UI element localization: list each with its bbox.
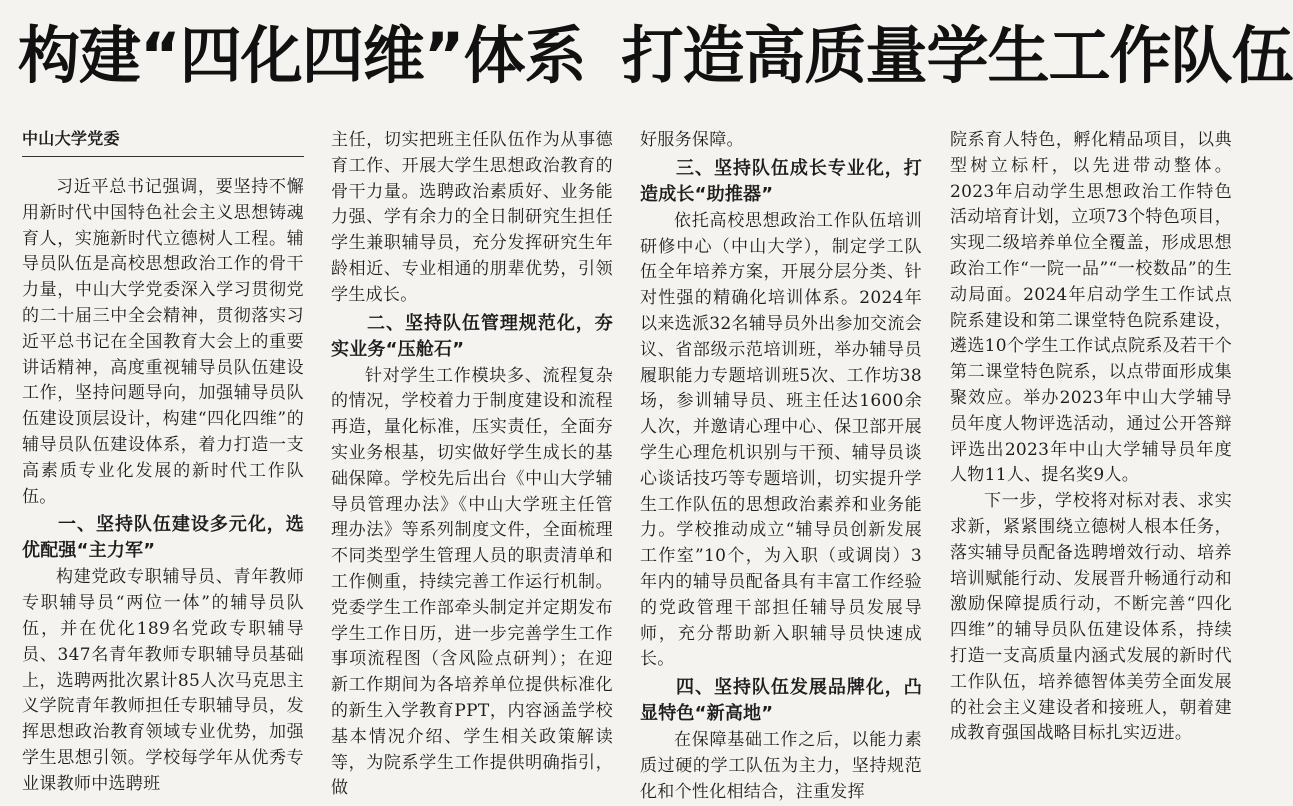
- article-column-2: [331, 128, 613, 799]
- article-column-3: [640, 128, 922, 802]
- section-4-text: 在保障基础工作之后，以能力素质过硬的学工队伍为主力，坚持规范化和个性化相结合，注重发挥: [640, 730, 922, 802]
- intro-paragraph: 习近平总书记强调，要坚持不懈用新时代中国特色社会主义思想铸魂育人，实施新时代立德树人工程。辅导员队伍是高校思想政治工作的骨干力量，中山大学党委深入学习贯彻党的二十届三中全会精神，贯彻落实习近平总书记在全国教育大会上的重要讲话精神，高度重视辅导员队伍建设工作，坚持问题导向，加强辅导员队伍建设顶层设计，构建“四化四维”的辅导员队伍建设体系，着力打造一支高素质专业化发展的新时代工作队伍。: [22, 177, 304, 507]
- section-4-text-continued: 院系育人特色，孵化精品项目，以典型树立标杆，以先进带动整体。2023年启动学生思想政治工作特色活动培育计划，立项73个特色项目，实现二级培养单位全覆盖，形成思想政治工作“一院一品”“一校数品”的生动局面。2024年启动学生工作试点院系建设和第二课堂特色院系建设，遴选10个学生工作试点院系及若干个第二课堂特色院系，以点带面形成集聚效应。举办2023年中山大学辅导员年度人物评选活动，通过公开答辩评选出2023年中山大学辅导员年度人物11人、提名奖9人。: [950, 130, 1232, 486]
- section-4-heading: 四、坚持队伍发展品牌化，凸显特色“新高地”: [640, 677, 922, 725]
- section-3-text: 依托高校思想政治工作队伍培训研修中心（中山大学），制定学工队伍全年培养方案，开展分层分类、针对性强的精确化培训体系。2024年以来选派32名辅导员外出参加交流会议、省部级示范培训班，举办辅导员履职能力专题培训班5次、工作坊38场，参训辅导员、班主任达1600余人次，并邀请心理中心、保卫部开展学生心理危机识别与干预、辅导员谈心谈话技巧等专题培训，切实提升学生工作队伍的思想政治素养和业务能力。学校推动成立“辅导员创新发展工作室”10个，为入职（或调岗）3年内的辅导员配备具有丰富工作经验的党政管理干部担任辅导员发展导师，充分帮助新入职辅导员快速成长。: [640, 210, 922, 670]
- section-2-heading: 二、坚持队伍管理规范化，夯实业务“压舱石”: [331, 312, 613, 360]
- closing-paragraph: 下一步，学校将对标对表、求实求新，紧紧围绕立德树人根本任务，落实辅导员配备选聘增效行动、培养培训赋能行动、发展晋升畅通行动和激励保障提质行动，不断完善“四化四维”的辅导员队伍建设体系，持续打造一支高质量内涵式发展的新时代工作队伍，培养德智体美劳全面发展的社会主义建设者和接班人，朝着建成教育强国战略目标扎实迈进。: [950, 491, 1232, 744]
- section-2-text: 针对学生工作模块多、流程复杂的情况，学校着力于制度建设和流程再造，量化标准，压实责任，全面夯实业务根基，切实做好学生成长的基础保障。学校先后出台《中山大学辅导员管理办法》《中山大学班主任管理办法》等系列制度文件，全面梳理不同类型学生管理人员的职责清单和工作侧重，持续完善工作运行机制。党委学生工作部牵头制定并定期发布学生工作日历，进一步完善学生工作事项流程图（含风险点研判）；在迎新工作期间为各培养单位提供标准化的新生入学教育PPT，内容涵盖学校基本情况介绍、学生相关政策解读等，为院系学生工作提供明确指引，做: [331, 365, 613, 799]
- article-byline: 中山大学党委: [22, 128, 304, 157]
- section-2-text-continued: 好服务保障。: [640, 130, 744, 150]
- article-column-4: [950, 128, 1232, 743]
- article-headline: [18, 10, 1293, 102]
- headline-part-1: 构建“四化四维”体系: [18, 19, 586, 92]
- section-1-heading: 一、坚持队伍建设多元化，选优配强“主力军”: [22, 514, 304, 562]
- headline-part-2: 打造高质量学生工作队伍: [621, 19, 1293, 92]
- article-column-1: [22, 128, 304, 794]
- section-1-text: 构建党政专职辅导员、青年教师专职辅导员“两位一体”的辅导员队伍，并在优化189名党政专职辅导员、347名青年教师专职辅导员基础上，选聘两批次累计85人次马克思主义学院青年教师担任专职辅导员，发挥思想政治教育领域专业优势，加强学生思想引领。学校每学年从优秀专业课教师中选聘班: [22, 567, 304, 794]
- section-3-heading: 三、坚持队伍成长专业化，打造成长“助推器”: [640, 157, 922, 205]
- section-1-text-continued: 主任，切实把班主任队伍作为从事德育工作、开展大学生思想政治教育的骨干力量。选聘政治素质好、业务能力强、学有余力的全日制研究生担任学生兼职辅导员，充分发挥研究生年龄相近、专业相通的朋辈优势，引领学生成长。: [331, 130, 613, 305]
